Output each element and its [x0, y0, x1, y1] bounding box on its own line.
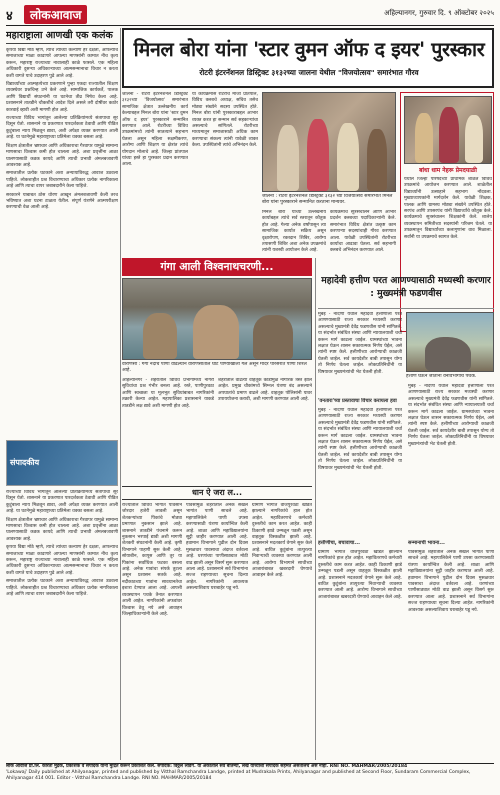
left-para: कृपया विद्या मोठे म्हणे, त्याचे त्यांच्या कल्याण हेर दक्षता, आपल्याच समाजाच्या माळा काढणारे आपल्या माणसांनी कामात नीच कृत्य करून, महाराष्ट्र राज्याच्या नावालाही काळे फासले. एक महिला अधिकारी दुसऱ्या अधिकाऱ्याच्या आत्मसन्मानाचा विचार न करता कशी वागते याचे उदाहरण पुढे आले आहे.	[6, 48, 118, 79]
fadnavis-body-cont: मुंबई - नांदणी येथील महादेवी हत्तीणीला परत आणण्यासाठी राज्य सरकार मध्यस्थी करणार असल्याचे मुख्यमंत्री देवेंद्र फडणवीस यांनी सांगितले. या संदर्भात संबंधित संस्था आणि न्यायालयाशी चर्चा करून मार्ग काढला जाईल. ग्रामस्थांच्या भावना लक्षात घेऊन शासन सकारात्मक निर्णय घेईल, असे त्यांनी स्पष्ट केले. हत्तीणीच्या आरोग्याची काळजी घेतली जाईल. सर्व कायदेशीर बाबी तपासून योग्य तो निर्णय घेतला जाईल. लोकप्रतिनिधींनी या विषयावर मुख्यमंत्र्यांची भेट घेतली होती.	[318, 408, 402, 471]
bora-story-col: या कार्यक्रमास रोटरीचे माजी प्रांतपाल, विविध क्लबचे अध्यक्ष, सचिव तसेच मोठ्या संख्येने सदस्य उपस्थित होते. मिनल बोरा यांनी पुरस्काराबद्दल आभार व्यक्त करत हा सन्मान सर्व सहकाऱ्यांचा असल्याचे सांगितले. रोटरीच्या माध्यमातून समाजासाठी अधिक काम करण्याचा संकल्प त्यांनी यावेळी व्यक्त केला. उपस्थितांनी त्यांचे अभिनंदन केले.	[192, 92, 258, 149]
left-para: कृपया विद्या मोठे म्हणे, त्याचे त्यांच्या कल्याण हेर दक्षता, आपल्याच समाजाच्या माळा काढणारे आपल्या माणसांनी कामात नीच कृत्य करून, महाराष्ट्र राज्याच्या नावालाही काळे फासले. एक महिला अधिकारी दुसऱ्या अधिकाऱ्याच्या आत्मसन्मानाचा विचार न करता कशी वागते याचे उदाहरण पुढे आले आहे.	[6, 545, 118, 576]
sidebar-body: येथील जिल्हा परिषदेच्या प्राथमिक शाळेत विविध उपक्रमांचे आयोजन करण्यात आले. शाळेतील विद्यार्थ्यांनी उत्साहाने सहभाग नोंदवला. मुख्याध्यापकांनी मार्गदर्शन केले. यावेळी शिक्षक, पालक आणि ग्रामस्थ मोठ्या संख्येने उपस्थित होते. सरपंच आणि उपसरपंच यांनी विद्यार्थ्यांचे कौतुक केले. कार्यक्रमाचे सूत्रसंचालन शिक्षकांनी केले. शालेय व्यवस्थापन समितीच्या सदस्यांनी परिश्रम घेतले. या उपक्रमातून विद्यार्थ्यांच्या कलागुणांना वाव मिळाला. सर्वांनी या उपक्रमाचे स्वागत केले.	[404, 177, 492, 240]
sidebar-photo	[404, 96, 492, 164]
left-para: समाजातील प्रत्येक घटकाने अशा अन्यायाविरुद्ध आवाज उठवला पाहिजे. लोकशाहीत प्रश्न विचारण्याचा अधिकार प्रत्येक नागरिकाला आहे आणि त्याचा वापर जबाबदारीने केला पाहिजे.	[6, 171, 118, 190]
left-article-cont	[6, 490, 118, 760]
award-photo-caption: जालना : रोटरी इंटरनॅशनल डिस्ट्रिक्ट ३१३२ च्या विजयोत्सव समारंभात मिनल बोरा यांना पुरस्काराने सन्मानित करताना मान्यवर.	[262, 194, 393, 205]
sidebar-title: बांधा धाम नेहरू प्रेमदयाळी	[419, 167, 477, 174]
lead-headline-box	[122, 28, 494, 88]
fadnavis-body: मुंबई - नांदणी येथील महादेवी हत्तीणीला परत आणण्यासाठी राज्य सरकार मध्यस्थी करणार असल्याचे मुख्यमंत्री देवेंद्र फडणवीस यांनी सांगितले. या संदर्भात संबंधित संस्था आणि न्यायालयाशी चर्चा करून मार्ग काढला जाईल. ग्रामस्थांच्या भावना लक्षात घेऊन शासन सकारात्मक निर्णय घेईल, असे त्यांनी स्पष्ट केले. हत्तीणीच्या आरोग्याची काळजी घेतली जाईल. सर्व कायदेशीर बाबी तपासून योग्य तो निर्णय घेतला जाईल. लोकप्रतिनिधींनी या विषयावर मुख्यमंत्र्यांची भेट घेतली होती.	[318, 312, 402, 375]
rule	[318, 308, 494, 309]
column-rule	[315, 258, 316, 760]
left-para: शिक्षण क्षेत्रातील भ्रष्टाचार आणि अधिकाराचा गैरवापर यामुळे सामान्य माणसाचा विश्वास कमी होत चालला आहे. अशा प्रवृत्तींना आळा घालण्यासाठी कडक कायदे आणि त्याची प्रभावी अंमलबजावणी आवश्यक आहे.	[6, 517, 118, 542]
column-rule	[120, 28, 121, 760]
fadnavis-body-cont: पावसामुळे शहरातील अनेक सखल भागांत पाणी साचले आहे. महापालिकेने पाणी उपसा करण्यासाठी यंत्रणा कार्यान्वित केली आहे. शाळा आणि महाविद्यालयांना सुट्टी जाहीर करण्यात आली आहे. हवामान विभागाने पुढील दोन दिवस मुसळधार पावसाचा अंदाज वर्तवला आहे. धरणांच्या पाणीसाठ्यात मोठी वाढ झाली असून विसर्ग सुरू करण्यात आला आहे. प्रशासनाने सर्व विभागांना सज्ज राहण्याच्या सूचना दिल्या आहेत. नागरिकांनी आवश्यक असल्याशिवाय घराबाहेर पडू नये.	[408, 550, 494, 613]
newspaper-logo: लोकआवाज	[24, 5, 87, 24]
box-col: ग्रामीण भागात वीजपुरवठा खंडित झाल्याने नागरिकांचे हाल होत आहेत. महावितरणचे कर्मचारी दुरुस्तीचे काम करत आहेत. काही ठिकाणी झाडे उन्मळून पडली असून वाहतूक विस्कळीत झाली आहे. प्रशासनाने मदतकार्य वेगाने सुरू केले आहे. बाधित कुटुंबांना तात्पुरत्या निवाऱ्याची व्यवस्था करण्यात आली आहे. आरोग्य विभागाने साथीच्या आजारांबाबत खबरदारी घेण्याचे आवाहन केले आहे.	[252, 503, 312, 579]
box-headline: धान ऐ जरा ल...	[122, 486, 312, 500]
page-number: ४	[6, 9, 13, 24]
box-col: राज्यातील विविध भागांत पावसाने जोरदार हजेरी लावली असून शेतकऱ्यांच्या पिकांचे मोठ्या प्रमाणात नुकसान झाले आहे. शासनाने तातडीने पंचनामे करून नुकसान भरपाई द्यावी अशी मागणी शेतकरी संघटनांनी केली आहे. कृषी विभागाने पाहणी सुरू केली आहे. सोयाबीन, कापूस आणि तूर या पिकांना सर्वाधिक फटका बसला आहे. अनेक गावांचा संपर्क तुटला असून प्रशासन सतर्क आहे. नदीकाठच्या गावांना सावधानतेचा इशारा देण्यात आला आहे. आपत्ती व्यवस्थापन पथके तैनात करण्यात आली आहेत. नागरिकांनी अफवांवर विश्वास ठेवू नये असे आवाहन जिल्हाधिकाऱ्यांनी केले आहे.	[122, 503, 182, 617]
nagar-story: शहरातील वाढत्या वाहतूक कोंडीमुळे नागरिक त्रस्त झाले आहेत. प्रमुख चौकांमध्ये सिग्नल यंत्रणा बंद असल्याने अपघातांचे प्रमाण वाढले आहे. वाहतूक पोलिसांनी यावर उपाययोजना करावी, अशी मागणी करण्यात आली आहे.	[218, 378, 312, 403]
elephant-photo	[406, 312, 494, 372]
bora-story-col: मिनल बोरा यांच्या उल्लेखनीय कार्याबद्दल त्यांचे सर्व स्तरातून कौतुक होत आहे. गेल्या अनेक वर्षांपासून त्या सामाजिक कार्यात सक्रिय असून वृक्षारोपण, रक्तदान शिबिर, आरोग्य तपासणी शिबिर अशा अनेक उपक्रमांचे त्यांनी यशस्वी आयोजन केले आहे.	[262, 210, 326, 254]
fadnavis-headline: महादेवी हत्तीण परत आणण्यासाठी मध्यस्थी करणार : मुख्यमंत्री फडणवीस	[321, 275, 491, 299]
left-para: सरकारने याबाबत ठोस धोरण आखून अंमलबजावणी केली तरच भविष्यात अशा घटना टाळता येतील. संपूर्ण यंत्रणेने आत्मपरीक्षण करण्याची वेळ आली आहे.	[6, 192, 118, 211]
left-article	[6, 48, 118, 438]
left-para: विद्यार्थ्यांच्या आत्महत्येच्या प्रकरणाने पुन्हा एकदा राज्यातील शिक्षण व्यवस्थेवर प्रश्नचिन्ह उभे केले आहे. सामाजिक कार्यकर्ते, पालक आणि विद्यार्थी संघटनांनी या घटनेचा तीव्र निषेध केला आहे. प्रशासनाने तातडीने चौकशीचे आदेश दिले असले तरी दोषींवर कठोर कारवाई व्हावी अशी मागणी होत आहे.	[6, 82, 118, 113]
bora-story-col: जालना - रोटरी इंटरनॅशनल डिस्ट्रिक्ट ३१३२च्या 'विजयोत्सव' समारंभात सामाजिक क्षेत्रात उल्लेखनीय कार्य केल्याबद्दल मिनल बोरा यांना 'स्टार वुमन ऑफ द इयर' पुरस्काराने सन्मानित करण्यात आले. रोटरीच्या विविध उपक्रमांमध्ये त्यांनी सातत्याने सहभाग घेतला असून महिला सक्षमीकरण, आरोग्य आणि शिक्षण या क्षेत्रांत त्यांचे योगदान मोलाचे आहे. जिल्हा प्रांतपाल यांच्या हस्ते हा पुरस्कार प्रदान करण्यात आला.	[122, 92, 188, 168]
imprint-marathi: लोक आवाज प्रा.लि. करिता मुद्रक, प्रकाशक व संपादक यांनी मुद्रित करून प्रकाशित केले. संपादक: विठ्ठल लांडगे. या अंकातील सर्व बातम्या, लेख यांच्याशी संपादक सहमत असतीलच असे नाही. RNI NO. MAHMAR/2005/20184	[6, 764, 408, 769]
left-para: समाजातील प्रत्येक घटकाने अशा अन्यायाविरुद्ध आवाज उठवला पाहिजे. लोकशाहीत प्रश्न विचारण्याचा अधिकार प्रत्येक नागरिकाला आहे आणि त्याचा वापर जबाबदारीने केला पाहिजे.	[6, 579, 118, 598]
box-col: पावसामुळे शहरातील अनेक सखल भागांत पाणी साचले आहे. महापालिकेने पाणी उपसा करण्यासाठी यंत्रणा कार्यान्वित केली आहे. शाळा आणि महाविद्यालयांना सुट्टी जाहीर करण्यात आली आहे. हवामान विभागाने पुढील दोन दिवस मुसळधार पावसाचा अंदाज वर्तवला आहे. धरणांच्या पाणीसाठ्यात मोठी वाढ झाली असून विसर्ग सुरू करण्यात आला आहे. प्रशासनाने सर्व विभागांना सज्ज राहण्याच्या सूचना दिल्या आहेत. नागरिकांनी आवश्यक असल्याशिवाय घराबाहेर पडू नये.	[186, 503, 248, 592]
ganga-photo	[122, 278, 312, 360]
fadnavis-sub1-text: 'वनतारा'च्या प्रस्तावाचा विचार करायला हवा	[318, 398, 397, 404]
ganga-headline: गंगा आली विश्वनाथचरणी...	[122, 258, 312, 276]
imprint-english: 'Lokawaj' Daily published at Ahilyanagar, printed and published by Vitthal Ramchandra Landge, printed at Mudrakala Prints, Ahilyanagar and published at Second Floor, Sundaram Commercial Complex, Ahilyanagar 414 001. Editor - Vitthal Ramchandra Landge. RNI NO. MAHMAR/2005/20184	[6, 770, 471, 782]
masthead	[6, 4, 494, 26]
fadnavis-sub3-text: सन्मानाची भावना...	[408, 540, 445, 546]
fadnavis-sub2-text: हत्तीणीचा, बचावाचा...	[318, 540, 360, 546]
fadnavis-body-cont: मुंबई - नांदणी येथील महादेवी हत्तीणीला परत आणण्यासाठी राज्य सरकार मध्यस्थी करणार असल्याचे मुख्यमंत्री देवेंद्र फडणवीस यांनी सांगितले. या संदर्भात संबंधित संस्था आणि न्यायालयाशी चर्चा करून मार्ग काढला जाईल. ग्रामस्थांच्या भावना लक्षात घेऊन शासन सकारात्मक निर्णय घेईल, असे त्यांनी स्पष्ट केले. हत्तीणीच्या आरोग्याची काळजी घेतली जाईल. सर्व कायदेशीर बाबी तपासून योग्य तो निर्णय घेतला जाईल. लोकप्रतिनिधींनी या विषयावर मुख्यमंत्र्यांची भेट घेतली होती.	[408, 384, 494, 447]
left-para: राज्याच्या विविध भागांतून आलेल्या प्रतिक्रियांमध्ये संतापाचा सूर दिसून येतो. शासनाने या प्रकरणात पारदर्शकता ठेवावी आणि पीडित कुटुंबाला न्याय मिळवून द्यावा, अशी अपेक्षा व्यक्त करण्यात आली आहे. या घटनेमुळे महाराष्ट्राच्या प्रतिमेला धक्का बसला आहे.	[6, 116, 118, 141]
left-para: राज्याच्या विविध भागांतून आलेल्या प्रतिक्रियांमध्ये संतापाचा सूर दिसून येतो. शासनाने या प्रकरणात पारदर्शकता ठेवावी आणि पीडित कुटुंबाला न्याय मिळवून द्यावा, अशी अपेक्षा व्यक्त करण्यात आली आहे. या घटनेमुळे महाराष्ट्राच्या प्रतिमेला धक्का बसला आहे.	[6, 490, 118, 515]
bora-story-col: कार्यक्रमाचे सूत्रसंचालन आणि आभार प्रदर्शन क्लबच्या पदाधिकाऱ्यांनी केले. समारंभात विविध क्षेत्रांत उत्कृष्ट काम करणाऱ्या सदस्यांचाही गौरव करण्यात आला. यावेळी उपस्थितांनी रोटरीच्या कार्याचा आढावा घेतला. सर्व सहभागी क्लबचे अभिनंदन करण्यात आले.	[330, 210, 396, 254]
editorial-logo	[6, 440, 118, 486]
editorial-label: संपादकीय	[10, 458, 40, 467]
nagar-story: अहिल्यानगर - शहरातील विविध प्रभागांमध्ये नागरी सुविधांचा प्रश्न गंभीर बनला आहे. रस्ते, पाणीपुरवठा आणि स्वच्छता या मूलभूत सुविधांबाबत नागरिकांनी तक्रारी केल्या आहेत. महापालिका प्रशासनाने याकडे तातडीने लक्ष द्यावे अशी मागणी होत आहे.	[122, 378, 214, 409]
ganga-caption: वाराणसी : गंगा नदीचे पाणी वाढल्याने वाराणसीतील घाट पाण्याखाली गेले असून मंदिर परिसरात पाणी शिरले आहे.	[122, 362, 307, 373]
fadnavis-body-cont: ग्रामीण भागात वीजपुरवठा खंडित झाल्याने नागरिकांचे हाल होत आहेत. महावितरणचे कर्मचारी दुरुस्तीचे काम करत आहेत. काही ठिकाणी झाडे उन्मळून पडली असून वाहतूक विस्कळीत झाली आहे. प्रशासनाने मदतकार्य वेगाने सुरू केले आहे. बाधित कुटुंबांना तात्पुरत्या निवाऱ्याची व्यवस्था करण्यात आली आहे. आरोग्य विभागाने साथीच्या आजारांबाबत खबरदारी घेण्याचे आवाहन केले आहे.	[318, 550, 402, 600]
left-para: शिक्षण क्षेत्रातील भ्रष्टाचार आणि अधिकाराचा गैरवापर यामुळे सामान्य माणसाचा विश्वास कमी होत चालला आहे. अशा प्रवृत्तींना आळा घालण्यासाठी कडक कायदे आणि त्याची प्रभावी अंमलबजावणी आवश्यक आहे.	[6, 143, 118, 168]
award-photo	[262, 92, 396, 192]
lead-headline: मिनल बोरा यांना 'स्टार वुमन ऑफ द इयर' पुरस्कार	[133, 38, 485, 61]
fadnavis-sub3	[408, 540, 494, 548]
elephant-caption: हत्तीण घेऊन जाताना वनविभागाचे पथक.	[406, 374, 477, 379]
dateline: अहिल्यानगर, गुरुवार दि. ९ ऑक्टोबर २०२५	[384, 9, 494, 17]
imprint-footer	[6, 763, 494, 793]
lead-subheadline: रोटरी इंटरनॅशनल डिस्ट्रिक्ट ३१३२च्या जालना येथील "विजयोत्सव" समारंभात गौरव	[199, 68, 419, 77]
left-headline: महाराष्ट्राला आणखी एक कलंक	[6, 28, 118, 44]
